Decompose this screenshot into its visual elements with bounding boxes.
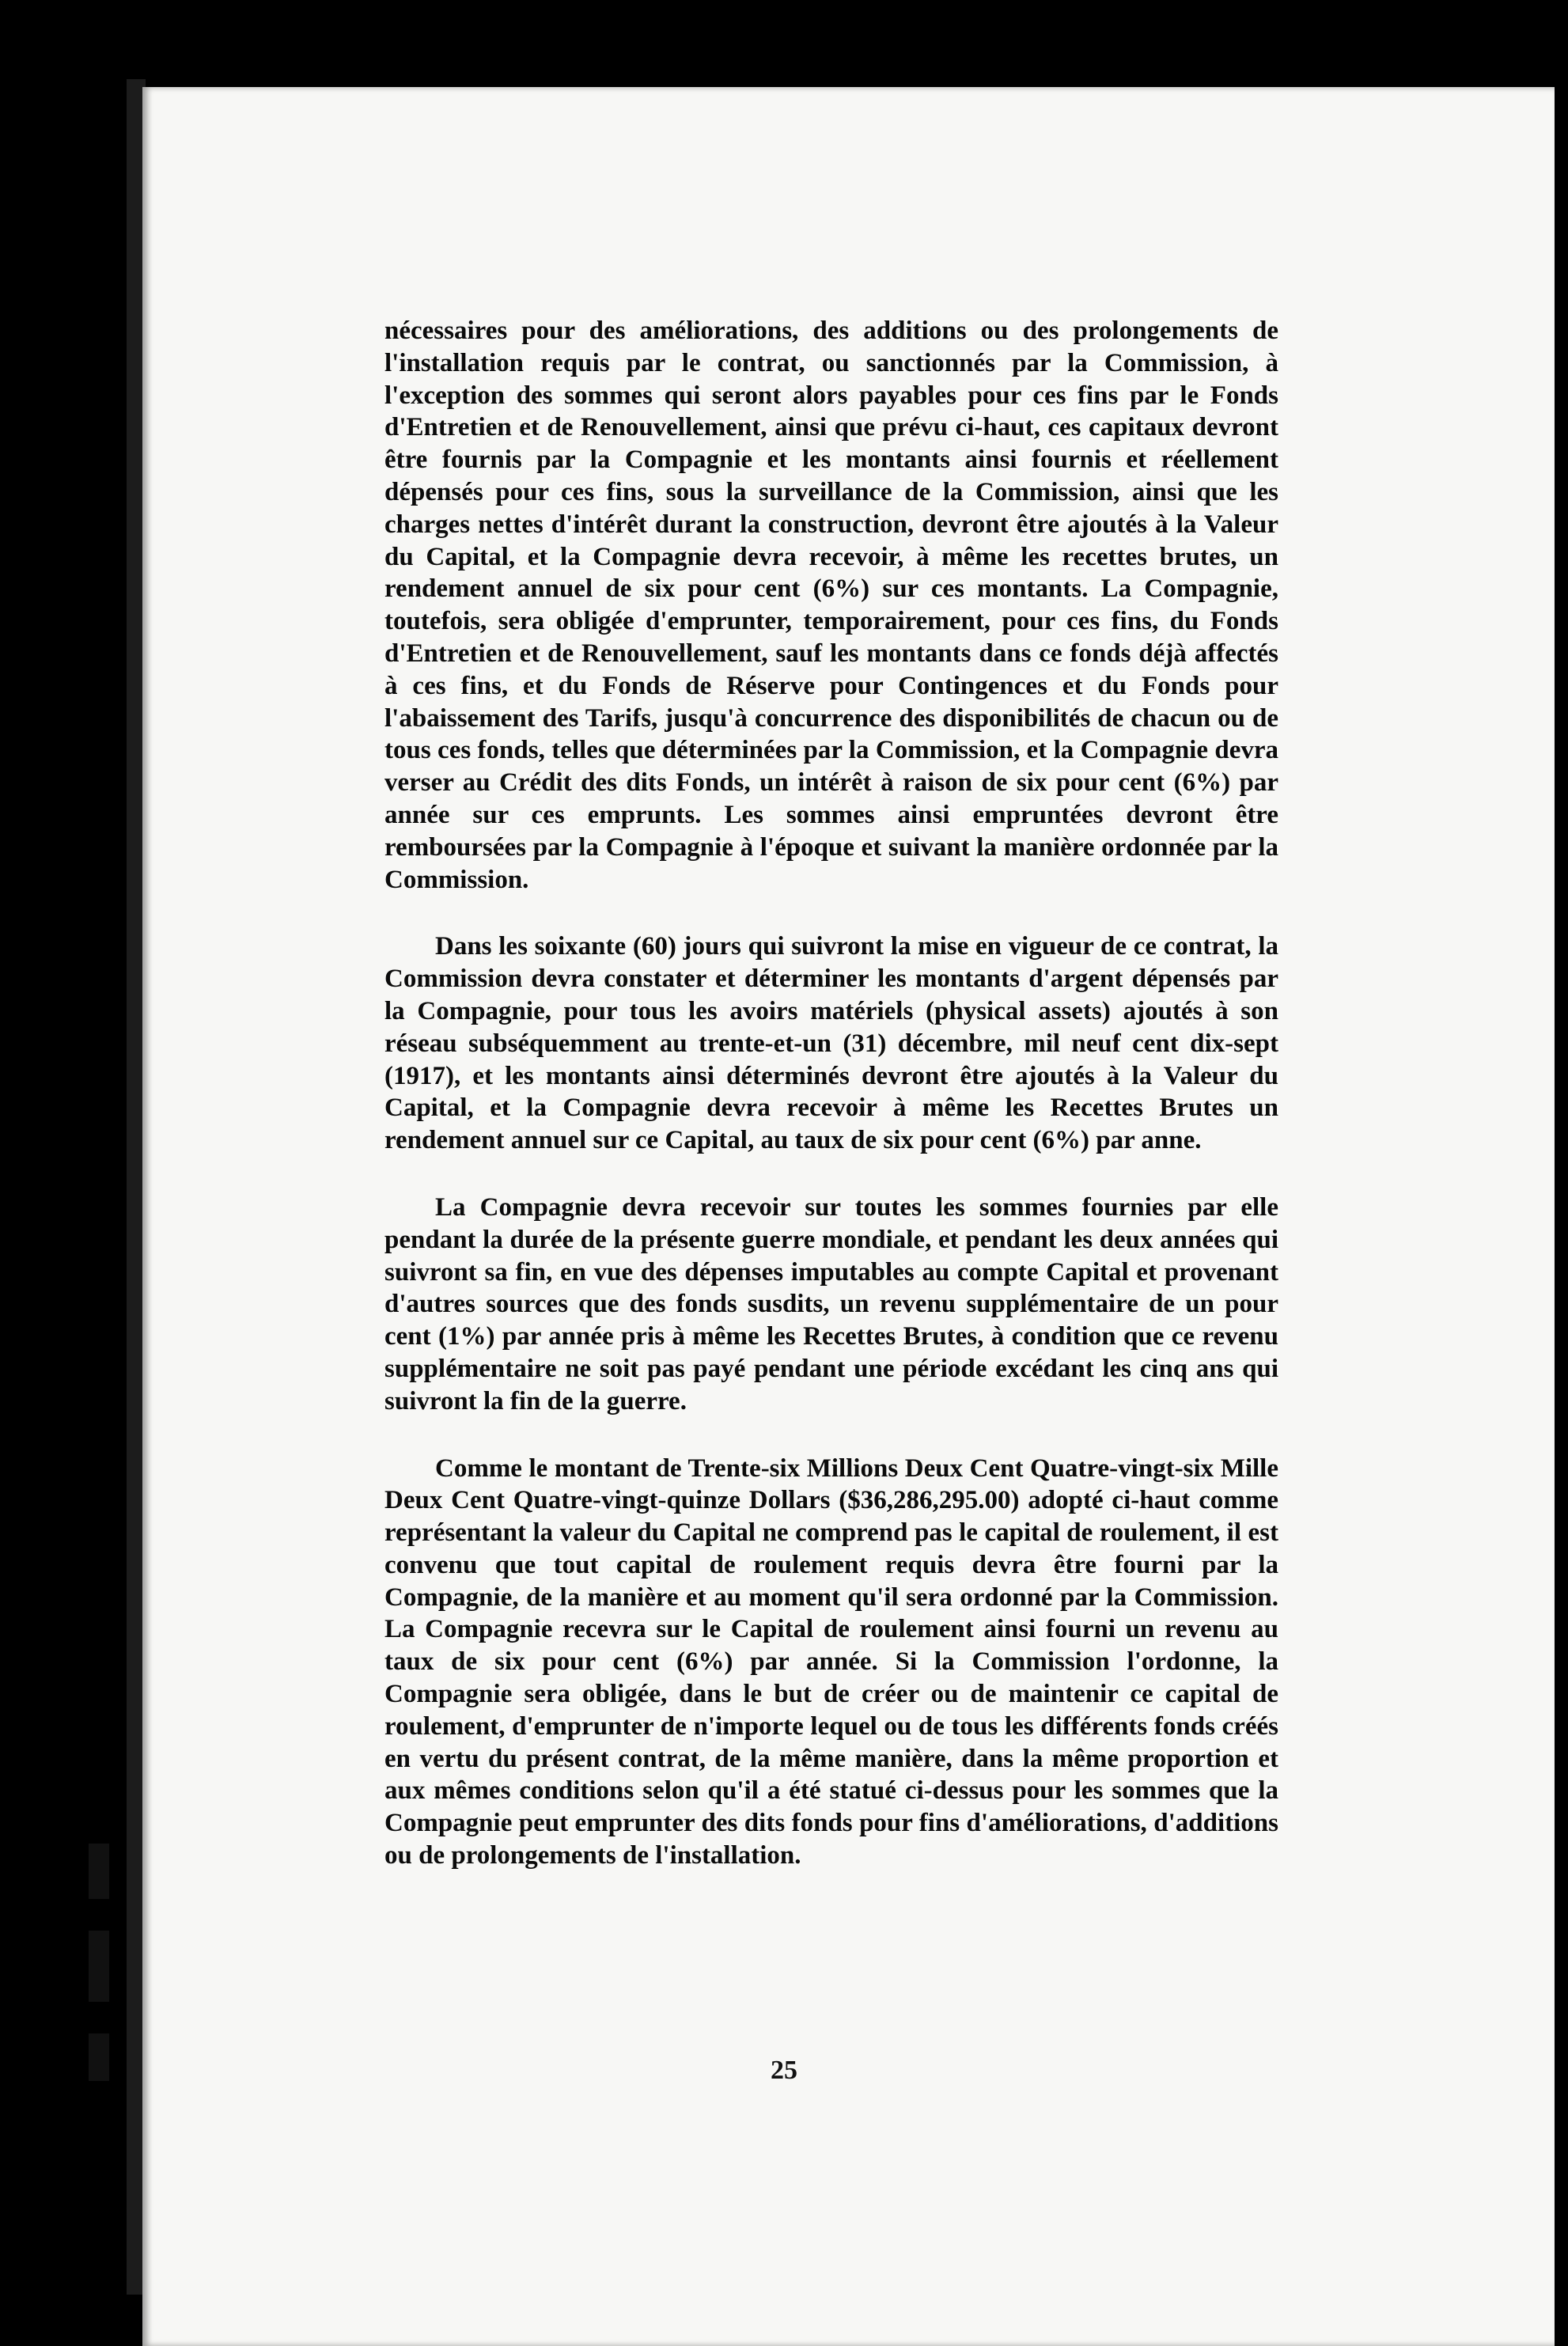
paragraph-2: Dans les soixante (60) jours qui suivront la mise en vigueur de ce contrat, la Commission devra constater et déterminer les montants d'argent dépensés par la Compagnie, pour tous les avoirs matériels (physical assets) ajoutés à son réseau subséquemment au trente-et-un (31) décembre, mil neuf cent dix-sept (1917), et les montants ainsi déterminés devront être ajoutés à la Valeur du Capital, et la Compagnie devra recevoir à même les Recettes Brutes un rendement annuel sur ce Capital, au taux de six pour cent (6%) par anne. bbox=[384, 932, 1278, 1155]
body-text bbox=[384, 315, 1278, 1907]
paragraph-1: nécessaires pour des améliorations, des additions ou des prolongements de l'installation requis par le contrat, ou sanctionnés par la Commission, à l'exception des sommes qui seront alors payables pour ces fins par le Fonds d'Entretien et de Renouvellement, ainsi que prévu ci-haut, ces capitaux devront être fournis par la Compagnie et les montants ainsi fournis et réellement dépensés pour ces fins, sous la surveillance de la Commission, ainsi que les charges nettes d'intérêt durant la construction, devront être ajoutés à la Valeur du Capital, et la Compagnie devra recevoir, à même les recettes brutes, un rendement annuel de six pour cent (6%) sur ces montants. La Compagnie, toutefois, sera obligée d'emprunter, temporairement, pour ces fins, du Fonds d'Entretien et de Renouvellement, sauf les montants dans ce fonds déjà affectés à ces fins, et du Fonds de Réserve pour Contingences et du Fonds pour l'abaissement des Tarifs, jusqu'à concurrence des disponibilités de chacun ou de tous ces fonds, telles que déterminées par la Commission, et la Compagnie devra verser au Crédit des dits Fonds, un intérêt à raison de six pour cent (6%) par année sur ces emprunts. Les sommes ainsi empruntées devront être remboursées par la Compagnie à l'époque et suivant la manière ordonnée par la Commission. bbox=[384, 316, 1278, 894]
paragraph-3: La Compagnie devra recevoir sur toutes les sommes fournies par elle pendant la durée de la présente guerre mondiale, et pendant les deux années qui suivront sa fin, en vue des dépenses imputables au compte Capital et provenant d'autres sources que des fonds susdits, un revenu supplémentaire de un pour cent (1%) par année pris à même les Recettes Brutes, à condition que ce revenu supplémentaire ne soit pas payé pendant une période excédant les cinq ans qui suivront la fin de la guerre. bbox=[384, 1192, 1278, 1416]
binding-mark bbox=[89, 1844, 109, 1899]
page-number: 25 bbox=[771, 2056, 797, 2085]
paragraph-4: Comme le montant de Trente-six Millions Deux Cent Quatre-vingt-six Mille Deux Cent Quatre-vingt-quinze Dollars ($36,286,295.00) adopté ci-haut comme représentant la valeur du Capital ne comprend pas le capital de roulement, il est convenu que tout capital de roulement requis devra être fourni par la Compagnie, de la manière et au moment qu'il sera ordonné par la Commission. La Compagnie recevra sur le Capital de roulement ainsi fourni un revenu au taux de six pour cent (6%) par année. Si la Commission l'ordonne, la Compagnie sera obligée, dans le but de créer ou de maintenir ce capital de roulement, d'emprunter de n'importe lequel ou de tous les différents fonds créés en vertu du présent contrat, de la même manière, dans la même proportion et aux mêmes conditions selon qu'il a été statué ci-dessus pour les sommes que la Compagnie peut emprunter des dits fonds pour fins d'améliorations, d'additions ou de prolongements de l'installation. bbox=[384, 1453, 1278, 1870]
scan-border-left bbox=[0, 0, 134, 2346]
binding-mark bbox=[89, 1931, 109, 2002]
